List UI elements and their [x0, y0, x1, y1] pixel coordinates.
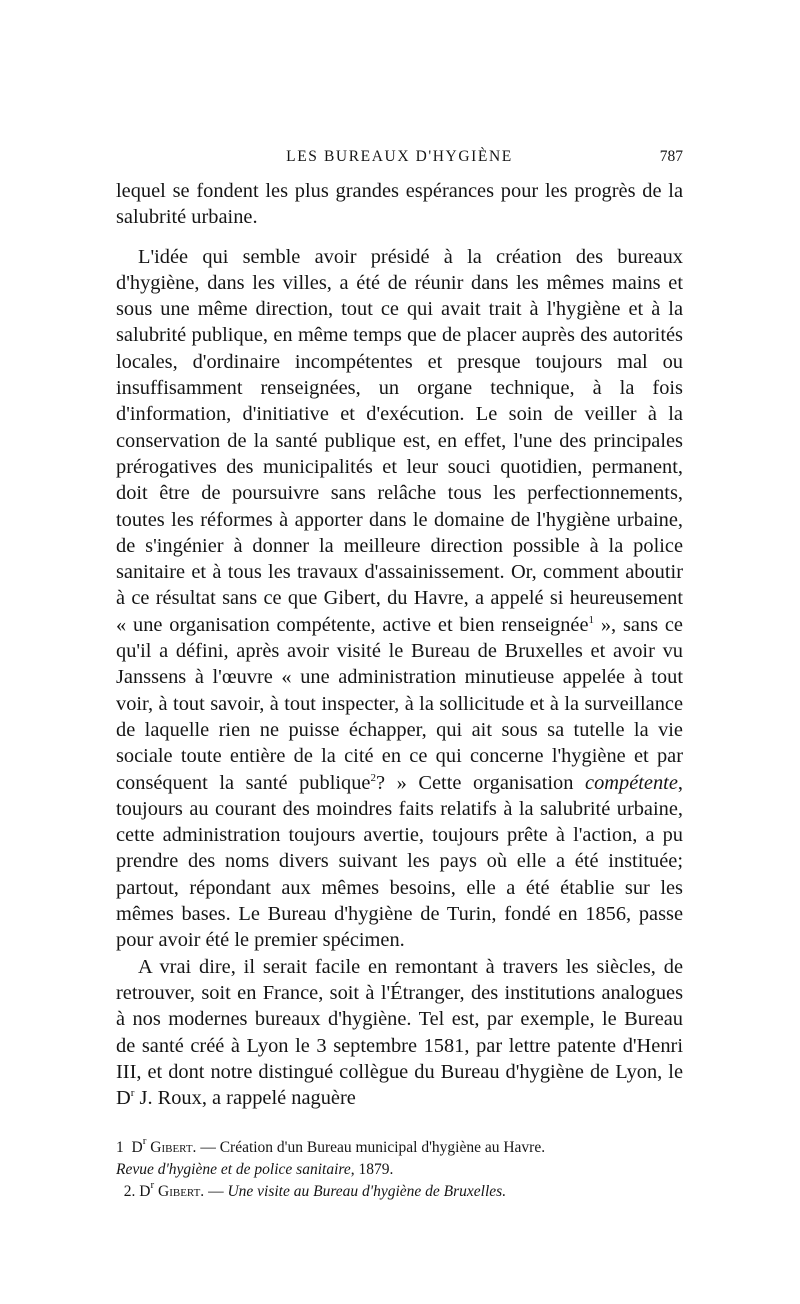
footnote-text: — Création d'un Bureau municipal d'hygiène au Havre. [196, 1139, 546, 1157]
paragraph-text: J. Roux, a rappelé naguère [134, 1087, 356, 1110]
paragraph-continuation: lequel se fondent les plus grandes espérances pour les progrès de la salubrité urbaine. [116, 180, 683, 229]
paragraph-text: ? » Cette organisation [375, 771, 586, 794]
footnote-title-sup: r [142, 1135, 147, 1148]
footnote-1 [116, 1137, 683, 1181]
paragraph-text: A vrai dire, il serait facile en remontant à travers les siècles, de retrouver, soit en France, soit à l'Étranger, des institutions analogues à nos modernes bureaux d'hygiène. Tel est, par exemple, le Bureau de santé créé à Lyon le 3 septembre 1581, par lettre patente d'Henri III, et dont notre distingué collègue du Bureau d'hygiène de Lyon, le D [116, 955, 683, 1110]
footnote-journal: Revue d'hygiène et de police sanitaire [116, 1161, 351, 1179]
footnote-dash: — [204, 1183, 228, 1201]
footnote-work: Une visite au Bureau d'hygiène de Bruxelles. [227, 1183, 507, 1201]
footnote-author: Gibert. [154, 1183, 205, 1201]
superscript-r: r [130, 1087, 135, 1100]
footnote-title: D [131, 1139, 143, 1157]
running-header [116, 148, 683, 178]
footnote-2 [116, 1181, 683, 1203]
footnote-title: D [139, 1183, 151, 1201]
footnote-title-sup: r [150, 1179, 155, 1192]
paragraph-history [116, 954, 683, 1112]
footnotes [116, 1137, 683, 1203]
paragraph-text: L'idée qui semble avoir présidé à la création des bureaux d'hygiène, dans les villes, a été de réunir dans les mêmes mains et sous une même direction, tout ce qui avait trait à l'hygiène et à la salubrité publique, en même temps que de placer auprès des autorités locales, d'ordinaire incompétentes et presque toujours mal ou insuffisamment renseignées, un organe technique, à la fois d'information, d'initiative et d'exécution. Le soin de veiller à la conservation de la santé publique est, en effet, l'une des principales prérogatives des municipalités et leur souci quotidien, permanent, doit être de poursuivre sans relâche tous les perfectionnements, toutes les réformes à apporter dans le domaine de l'hygiène urbaine, de s'ingénier à donner la meilleure direction possible à la police sanitaire et à tous les travaux d'assainissement. Or, comment aboutir à ce résultat sans ce que Gibert, du Havre, a appelé si heureusement « une organisation compétente, active et bien renseignée [116, 245, 683, 636]
footnote-ref-1: 1 [588, 613, 595, 626]
book-page [116, 148, 683, 1203]
footnote-year: , 1879. [350, 1161, 394, 1179]
footnote-ref-2: 2 [370, 771, 376, 784]
emphasis-text: compétente [585, 771, 678, 794]
running-title: LES BUREAUX D'HYGIÈNE [286, 148, 513, 165]
paragraph-gap [116, 231, 683, 244]
footnote-number: 2. [123, 1183, 136, 1201]
page-number: 787 [659, 148, 683, 165]
body-text [116, 178, 683, 1111]
paragraph-text: , toujours au courant des moindres faits relatifs à la salubrité urbaine, cette administration toujours avertie, toujours prête à l'action, a pu prendre des noms divers suivant les pays où elle a été instituée; partout, répondant aux mêmes besoins, elle a été établie sur les mêmes bases. Le Bureau d'hygiène de Turin, fondé en 1856, passe pour avoir été le premier spécimen. [116, 771, 683, 952]
footnote-author: Gibert. [146, 1139, 197, 1157]
paragraph-text: », sans ce qu'il a défini, après avoir visité le Bureau de Bruxelles et avoir vu Janssens à l'œuvre « une administration minutieuse appelée à tout voir, à tout savoir, à tout inspecter, à la sollicitude et à la surveillance de laquelle rien ne puisse échapper, qui ait sous sa tutelle la vie sociale toute entière de la cité en ce qui concerne l'hygiène et par conséquent la santé publique [116, 613, 683, 794]
footnote-number: 1 [116, 1139, 124, 1157]
paragraph-bureaux-hygiene [116, 244, 683, 954]
